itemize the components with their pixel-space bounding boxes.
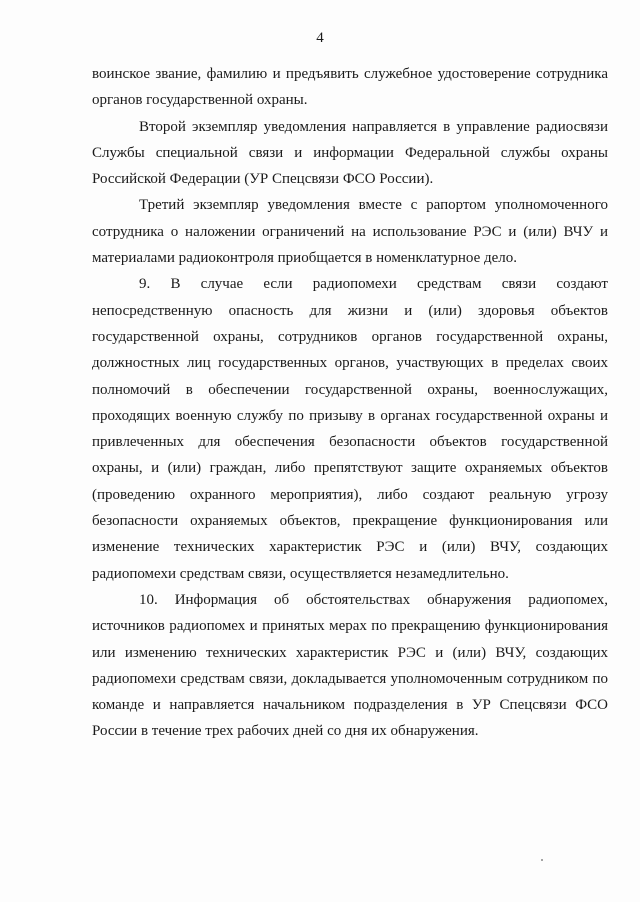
paragraph-continuation: воинское звание, фамилию и предъявить служебное удостоверение сотрудника органов государственной охраны. [92, 66, 608, 109]
paragraph-item-9: 9. В случае если радиопомехи средствам связи создают непосредственную опасность для жизни и (или) здоровья объектов государственной охраны, сотрудников органов государственной охраны, должностных лиц государственных органов, участвующих в пределах своих полномочий в обеспечении государственной охраны, военнослужащих, проходящих военную службу по призыву в органах государственной охраны и привлеченных для обеспечения безопасности объектов государственной охраны, и (или) граждан, либо препятствуют защите охраняемых объектов (проведению охранного мероприятия), либо создают реальную угрозу безопасности охраняемых объектов, прекращение функционирования или изменение технических характеристик РЭС и (или) ВЧУ, создающих радиопомехи средствам связи, осуществляется незамедлительно. [92, 276, 608, 582]
page-number: 4 [316, 30, 324, 46]
document-body [92, 61, 608, 745]
paragraph-second-copy: Второй экземпляр уведомления направляется в управление радиосвязи Службы специальной связи и информации Федеральной службы охраны Российской Федерации (УР Спецсвязи ФСО России). [92, 118, 608, 188]
paragraph-third-copy: Третий экземпляр уведомления вместе с рапортом уполномоченного сотрудника о наложении ограничений на использование РЭС и (или) ВЧУ и материалами радиоконтроля приобщается в номенклатурное дело. [92, 197, 608, 267]
paragraph-item-10: 10. Информация об обстоятельствах обнаружения радиопомех, источников радиопомех и принятых мерах по прекращению функционирования или изменению технических характеристик РЭС и (или) ВЧУ, создающих радиопомехи средствам связи, докладывается уполномоченным сотрудником по команде и направляется начальником подразделения в УР Спецсвязи ФСО России в течение трех рабочих дней со дня их обнаружения. [92, 591, 608, 740]
scan-speck [541, 859, 543, 861]
